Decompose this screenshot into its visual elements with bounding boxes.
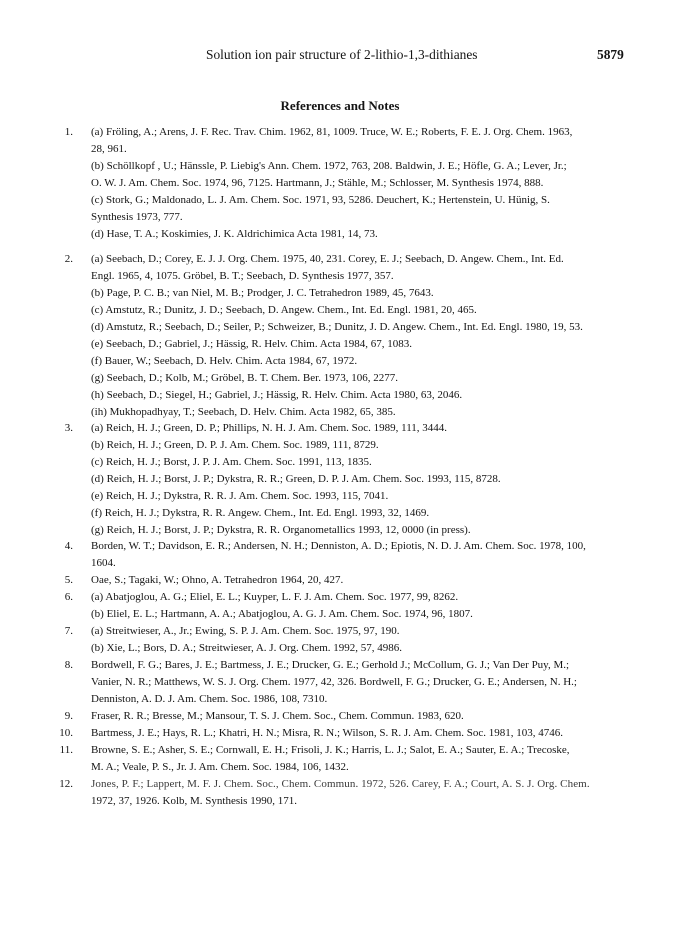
reference-line: (a) Reich, H. J.; Green, D. P.; Phillips, N. H. J. Am. Chem. Soc. 1989, 111, 3444. (91, 422, 448, 434)
reference-line: (b) Xie, L.; Bors, D. A.; Streitwieser, A. J. Org. Chem. 1992, 57, 4986. (91, 642, 403, 654)
reference-line: Browne, S. E.; Asher, S. E.; Cornwall, E. H.; Frisoli, J. K.; Harris, L. J.; Salot, E. A.; Sauter, E. A.; Trecoske, (91, 744, 570, 756)
reference-line: Borden, W. T.; Davidson, E. R.; Andersen, N. H.; Denniston, A. D.; Epiotis, N. D. J. Am. Chem. Soc. 1978, 100, (91, 540, 586, 552)
reference-number: 3. (64, 422, 73, 434)
reference-line: Fraser, R. R.; Bresse, M.; Mansour, T. S. J. Chem. Soc., Chem. Commun. 1983, 620. (91, 710, 464, 722)
reference-line: (b) Page, P. C. B.; van Niel, M. B.; Prodger, J. C. Tetrahedron 1989, 45, 7643. (91, 287, 434, 299)
page-number: 5879 (597, 47, 624, 62)
reference-line: (b) Eliel, E. L.; Hartmann, A. A.; Abatjoglou, A. G. J. Am. Chem. Soc. 1974, 96, 1807. (91, 608, 473, 620)
section-title: References and Notes (280, 98, 400, 113)
reference-line: (a) Seebach, D.; Corey, E. J. J. Org. Chem. 1975, 40, 231. Corey, E. J.; Seebach, D. Angew. Chem., Int. Ed. (91, 253, 564, 265)
reference-line: (e) Reich, H. J.; Dykstra, R. R. J. Am. Chem. Soc. 1993, 115, 7041. (91, 490, 389, 502)
reference-line: (b) Reich, H. J.; Green, D. P. J. Am. Chem. Soc. 1989, 111, 8729. (91, 439, 379, 451)
reference-number: 7. (64, 625, 73, 637)
reference-line: (c) Stork, G.; Maldonado, L. J. Am. Chem. Soc. 1971, 93, 5286. Deuchert, K.; Hertenstein, U. Hünig, S. (91, 194, 550, 206)
reference-line: (ih) Mukhopadhyay, T.; Seebach, D. Helv. Chim. Acta 1982, 65, 385. (91, 406, 396, 418)
reference-number: 8. (64, 659, 73, 671)
reference-line: Engl. 1965, 4, 1075. Gröbel, B. T.; Seebach, D. Synthesis 1977, 357. (91, 270, 394, 282)
reference-line: (h) Seebach, D.; Siegel, H.; Gabriel, J.; Hässig, R. Helv. Chim. Acta 1980, 63, 2046. (91, 389, 463, 401)
reference-number: 1. (64, 126, 73, 138)
reference-line: (a) Abatjoglou, A. G.; Eliel, E. L.; Kuyper, L. F. J. Am. Chem. Soc. 1977, 99, 8262. (91, 591, 459, 603)
reference-number: 6. (64, 591, 73, 603)
reference-line: (a) Fröling, A.; Arens, J. F. Rec. Trav. Chim. 1962, 81, 1009. Truce, W. E.; Roberts, F. E. J. Org. Chem. 1963, (91, 126, 573, 138)
reference-line: (g) Seebach, D.; Kolb, M.; Gröbel, B. T. Chem. Ber. 1973, 106, 2277. (91, 372, 398, 384)
reference-line: (d) Hase, T. A.; Koskimies, J. K. Aldrichimica Acta 1981, 14, 73. (91, 228, 378, 240)
reference-line: M. A.; Veale, P. S., Jr. J. Am. Chem. Soc. 1984, 106, 1432. (91, 761, 349, 773)
reference-number: 10. (59, 727, 73, 739)
reference-line: (f) Bauer, W.; Seebach, D. Helv. Chim. Acta 1984, 67, 1972. (91, 355, 358, 367)
reference-line: (c) Reich, H. J.; Borst, J. P. J. Am. Chem. Soc. 1991, 113, 1835. (91, 456, 372, 468)
reference-line: Jones, P. F.; Lappert, M. F. J. Chem. Soc., Chem. Commun. 1972, 526. Carey, F. A.; Court, A. S. J. Org. Chem. (91, 778, 590, 790)
reference-line: (g) Reich, H. J.; Borst, J. P.; Dykstra, R. R. Organometallics 1993, 12, 0000 (in press). (91, 524, 471, 536)
reference-line: Bartmess, J. E.; Hays, R. L.; Khatri, H. N.; Misra, R. N.; Wilson, S. R. J. Am. Chem. Soc. 1981, 103, 4746. (91, 727, 564, 739)
reference-line: O. W. J. Am. Chem. Soc. 1974, 96, 7125. Hartmann, J.; Stähle, M.; Schlosser, M. Synthesis 1974, 888. (91, 177, 544, 189)
reference-line: (c) Amstutz, R.; Dunitz, J. D.; Seebach, D. Angew. Chem., Int. Ed. Engl. 1981, 20, 465. (91, 304, 477, 316)
reference-line: (a) Streitwieser, A., Jr.; Ewing, S. P. J. Am. Chem. Soc. 1975, 97, 190. (91, 625, 400, 637)
reference-number: 12. (59, 778, 73, 790)
reference-line: (b) Schöllkopf , U.; Hänssle, P. Liebig's Ann. Chem. 1972, 763, 208. Baldwin, J. E.; Höfle, G. A.; Lever, Jr.; (91, 160, 567, 172)
reference-line: Vanier, N. R.; Matthews, W. S. J. Org. Chem. 1977, 42, 326. Bordwell, F. G.; Drucker, G. E.; Andersen, N. H.; (91, 676, 577, 688)
reference-line: 1604. (91, 557, 116, 569)
reference-line: (d) Reich, H. J.; Borst, J. P.; Dykstra, R. R.; Green, D. P. J. Am. Chem. Soc. 1993, 115, 8728. (91, 473, 501, 485)
reference-line: Denniston, A. D. J. Am. Chem. Soc. 1986, 108, 7310. (91, 693, 328, 705)
reference-line: (e) Seebach, D.; Gabriel, J.; Hässig, R. Helv. Chim. Acta 1984, 67, 1083. (91, 338, 412, 350)
reference-line: Oae, S.; Tagaki, W.; Ohno, A. Tetrahedron 1964, 20, 427. (91, 574, 344, 586)
reference-line: Bordwell, F. G.; Bares, J. E.; Bartmess, J. E.; Drucker, G. E.; Gerhold J.; McCollum, G. J.; Van Der Puy, M.; (91, 659, 570, 671)
reference-number: 11. (59, 744, 73, 756)
reference-line: 1972, 37, 1926. Kolb, M. Synthesis 1990, 171. (91, 795, 297, 807)
reference-line: (f) Reich, H. J.; Dykstra, R. R. Angew. Chem., Int. Ed. Engl. 1993, 32, 1469. (91, 507, 430, 519)
reference-number: 2. (64, 253, 73, 265)
reference-number: 9. (64, 710, 73, 722)
reference-line: Synthesis 1973, 777. (91, 211, 183, 223)
reference-line: 28, 961. (91, 143, 127, 155)
reference-number: 4. (64, 540, 73, 552)
reference-line: (d) Amstutz, R.; Seebach, D.; Seiler, P.; Schweizer, B.; Dunitz, J. D. Angew. Chem., Int. Ed. Engl. 1980, 19, 53. (91, 321, 583, 333)
running-title: Solution ion pair structure of 2-lithio-1,3-dithianes (206, 47, 478, 62)
reference-number: 5. (64, 574, 73, 586)
